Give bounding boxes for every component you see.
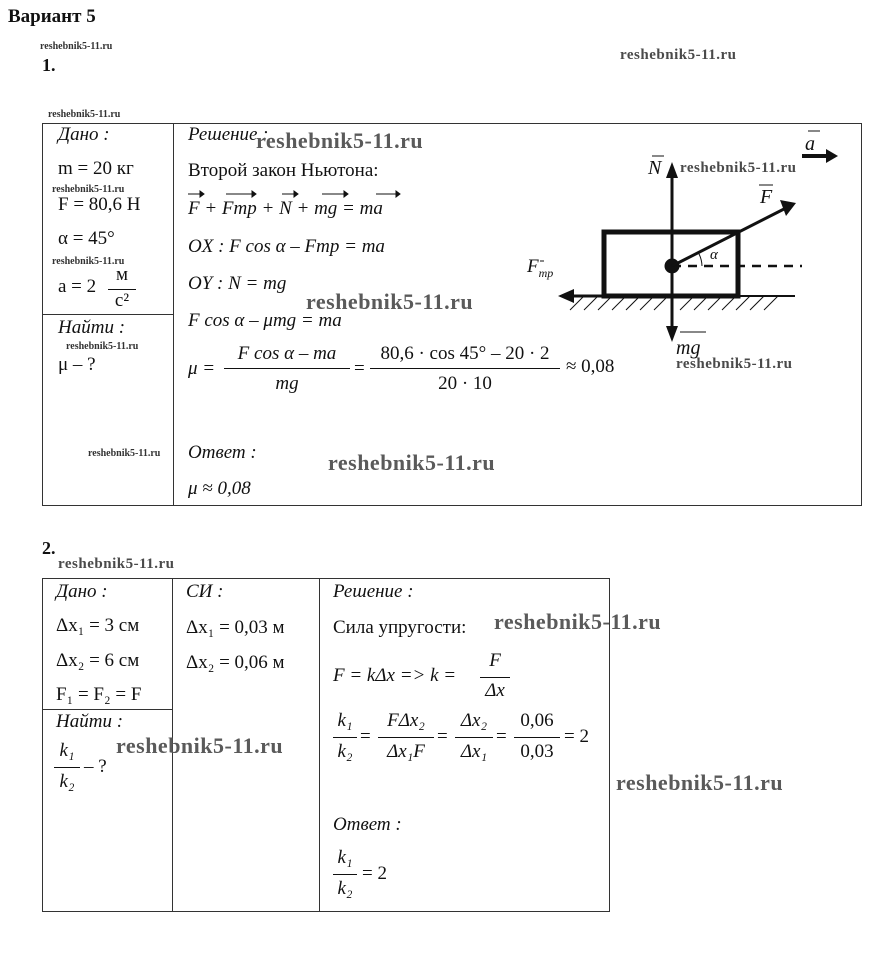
table-divider	[42, 709, 172, 710]
si-dx2: Δx₂ = 0,06 м	[186, 652, 285, 673]
fraction-bar	[224, 368, 350, 369]
watermark: reshebnik5-11.ru	[256, 128, 424, 153]
page-title: Вариант 5	[8, 6, 96, 27]
answer-k2: k₂	[337, 878, 353, 899]
eq-ox: OX : F cos α – Fтр = ma	[188, 236, 385, 257]
find-k2: k₂	[59, 771, 75, 792]
hooke-den: Δx	[485, 680, 505, 701]
watermark: reshebnik5-11.ru	[58, 556, 175, 572]
ratio-result: = 2	[564, 726, 589, 747]
fraction-bar	[480, 677, 510, 678]
table-divider	[319, 578, 320, 911]
label-f: F	[760, 186, 773, 208]
watermark: reshebnik5-11.ru	[40, 41, 113, 52]
given-dx2: Δx₂ = 6 см	[56, 650, 140, 671]
watermark: reshebnik5-11.ru	[680, 160, 797, 176]
table-divider	[42, 314, 173, 315]
hooke-law: F = kΔx => k =	[333, 665, 457, 686]
fraction-bar	[455, 737, 493, 738]
find-k1: k₁	[59, 740, 75, 761]
given-dx1: Δx₁ = 3 см	[56, 615, 140, 636]
solution-label: Решение :	[188, 124, 269, 145]
given-angle: α = 45°	[58, 228, 115, 249]
find-label-2: Найти :	[56, 711, 124, 732]
mu-numeric-den: 20 · 10	[438, 373, 492, 394]
given-force: F = 80,6 Н	[58, 194, 141, 215]
answer-label-2: Ответ :	[333, 814, 402, 835]
si-dx1: Δx₁ = 0,03 м	[186, 617, 285, 638]
ratio-k2: k₂	[337, 741, 353, 762]
label-friction: $F_{тр}$	[527, 256, 554, 280]
answer-value: μ ≈ 0,08	[188, 478, 251, 499]
find-value: μ – ?	[58, 354, 96, 375]
ratio-k1: k₁	[337, 710, 353, 731]
watermark: reshebnik5-11.ru	[48, 109, 121, 120]
find-tail: – ?	[84, 756, 107, 777]
fraction-bar	[370, 368, 560, 369]
accel-unit-num: м	[115, 264, 129, 285]
mu-fraction-den: mg	[275, 373, 299, 394]
watermark: reshebnik5-11.ru	[306, 289, 474, 314]
accel-unit-den: c²	[114, 290, 130, 311]
watermark: reshebnik5-11.ru	[52, 184, 125, 195]
watermark: reshebnik5-11.ru	[116, 733, 284, 758]
watermark: reshebnik5-11.ru	[620, 47, 737, 63]
eq-vector: F + Fтр + N + mg = ma	[188, 198, 383, 219]
eq-mu-substitution: F cos α – μmg = ma	[188, 310, 342, 331]
fraction-bar	[333, 874, 357, 875]
given-acceleration: a = 2	[58, 276, 97, 297]
equals-sign: =	[360, 726, 371, 747]
applied-force-arrow	[672, 208, 786, 266]
watermark: reshebnik5-11.ru	[494, 609, 662, 634]
equals-sign: =	[437, 726, 448, 747]
ratio-num-2: FΔx₂	[387, 710, 425, 731]
given-forces: F₁ = F₂ = F	[56, 684, 142, 705]
watermark: reshebnik5-11.ru	[328, 450, 496, 475]
fraction-bar	[333, 737, 357, 738]
given-label: Дано :	[58, 124, 110, 145]
mu-fraction-num: F cos α – ma	[237, 343, 337, 364]
find-label: Найти :	[58, 317, 126, 338]
ratio-den-2: Δx₁F	[387, 741, 425, 762]
watermark: reshebnik5-11.ru	[676, 356, 793, 372]
watermark: reshebnik5-11.ru	[52, 256, 125, 267]
label-mg: mg	[676, 337, 701, 359]
newton-law: Второй закон Ньютона:	[188, 160, 379, 181]
fraction-bar	[54, 767, 80, 768]
label-a: a	[805, 133, 815, 155]
ratio-num-4: 0,06	[520, 710, 554, 731]
eq-oy: OY : N = mg	[188, 273, 287, 294]
ratio-den-4: 0,03	[520, 741, 554, 762]
given-mass: m = 20 кг	[58, 158, 134, 179]
problem-2-number: 2.	[42, 538, 56, 558]
given-label-2: Дано :	[56, 581, 108, 602]
label-alpha: α	[710, 247, 718, 263]
watermark: reshebnik5-11.ru	[616, 770, 784, 795]
label-n: N	[648, 157, 662, 179]
fraction-bar	[514, 737, 560, 738]
fraction-bar	[378, 737, 434, 738]
ratio-den-3: Δx₁	[460, 741, 488, 762]
mu-numeric-num: 80,6 · cos 45° – 20 · 2	[380, 343, 550, 364]
hooke-num: F	[489, 650, 501, 671]
table-divider	[173, 123, 174, 505]
solution-label-2: Решение :	[333, 581, 414, 602]
watermark: reshebnik5-11.ru	[88, 448, 161, 459]
answer-label: Ответ :	[188, 442, 257, 463]
answer-k1: k₁	[337, 847, 353, 868]
watermark: reshebnik5-11.ru	[66, 341, 139, 352]
si-label: СИ :	[186, 581, 224, 602]
problem-1-number: 1.	[42, 55, 56, 75]
answer-value-2: = 2	[362, 863, 387, 884]
vector-arrows	[186, 188, 406, 200]
elastic-force: Сила упругости:	[333, 617, 467, 638]
mu-result: ≈ 0,08	[566, 356, 615, 377]
mu-lhs: μ =	[188, 358, 216, 379]
equals-sign: =	[354, 358, 365, 379]
ratio-num-3: Δx₂	[460, 710, 488, 731]
equals-sign: =	[496, 726, 507, 747]
